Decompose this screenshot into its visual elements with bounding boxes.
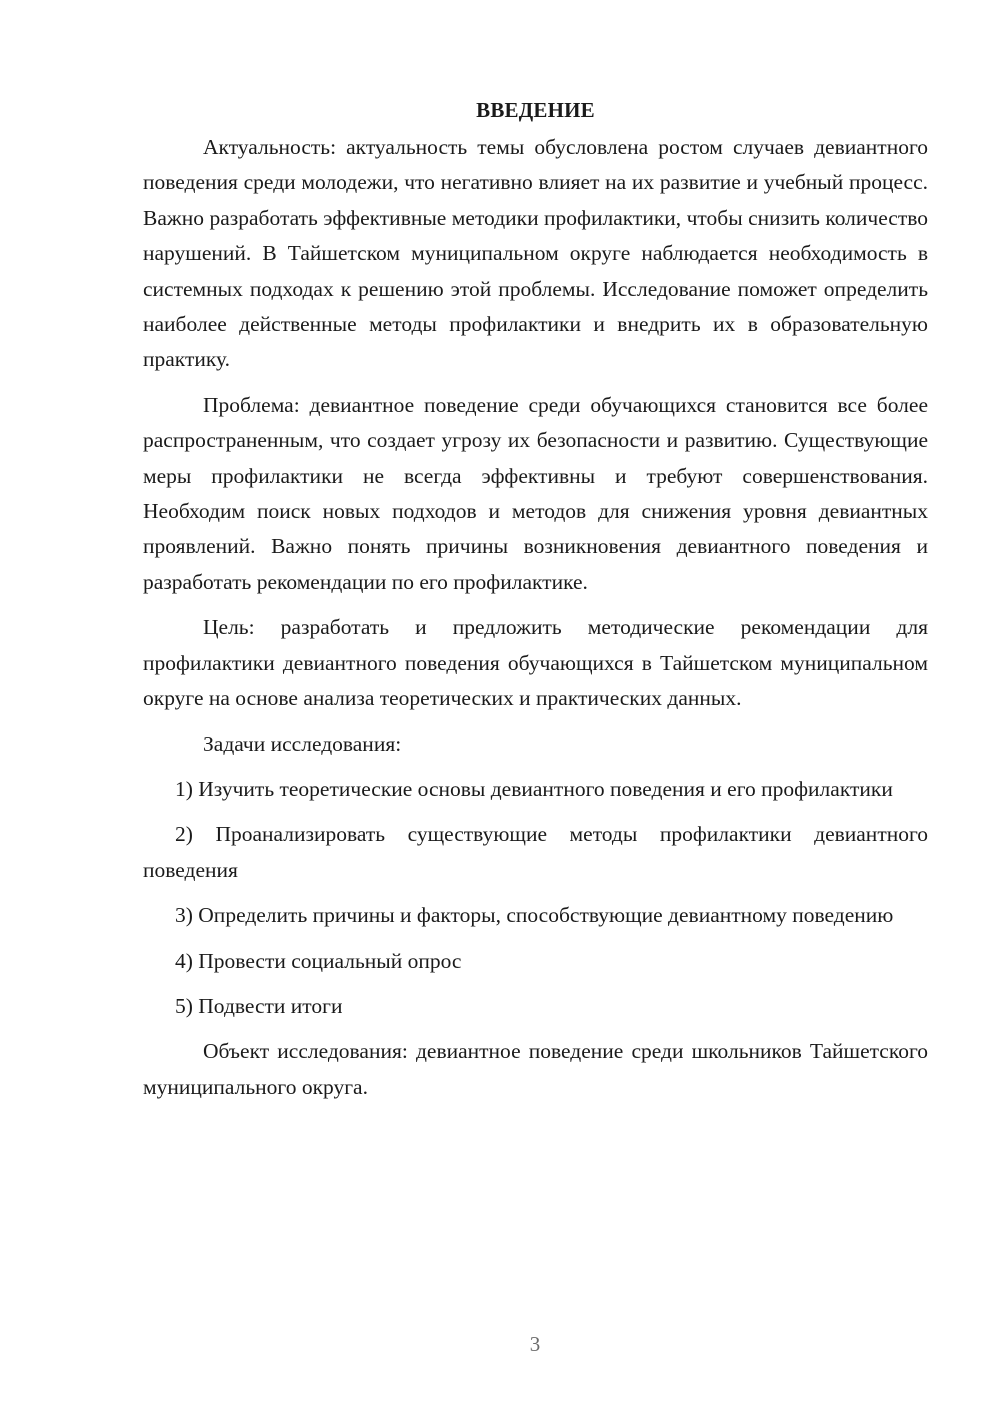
task-item: 3) Определить причины и факторы, способствующие девиантному поведению bbox=[175, 903, 894, 928]
goal-paragraph: Цель: разработать и предложить методические рекомендации для профилактики девиантного поведения обучающихся в Тайшетском муниципальном округе на основе анализа теоретических и практических данных. bbox=[143, 615, 928, 711]
object-paragraph: Объект исследования: девиантное поведение среди школьников Тайшетского муниципального округа. bbox=[143, 1039, 928, 1099]
task-item: 4) Провести социальный опрос bbox=[175, 948, 462, 973]
task-item: 5) Подвести итоги bbox=[175, 993, 343, 1018]
page-content bbox=[143, 92, 928, 1115]
relevance-paragraph: Актуальность: актуальность темы обусловлена ростом случаев девиантного поведения среди молодежи, что негативно влияет на их развитие и учебный процесс. Важно разработать эффективные методики профилактики, чтобы снизить количество нарушений. В Тайшетском муниципальном округе наблюдается необходимость в системных подходах к решению этой проблемы. Исследование поможет определить наиболее действенные методы профилактики и внедрить их в образовательную практику. bbox=[143, 135, 928, 372]
problem-paragraph: Проблема: девиантное поведение среди обучающихся становится все более распространенным, что создает угрозу их безопасности и развитию. Существующие меры профилактики не всегда эффективны и требуют совершенствования. Необходим поиск новых подходов и методов для снижения уровня девиантных проявлений. Важно понять причины возникновения девиантного поведения и разработать рекомендации по его профилактике. bbox=[143, 392, 928, 594]
tasks-title: Задачи исследования: bbox=[203, 731, 402, 756]
section-heading: ВВЕДЕНИЕ bbox=[476, 98, 595, 122]
task-item: 1) Изучить теоретические основы девиантного поведения и его профилактики bbox=[175, 776, 893, 801]
task-item: 2) Проанализировать существующие методы профилактики девиантного поведения bbox=[143, 822, 928, 882]
page-number: 3 bbox=[529, 1332, 541, 1356]
